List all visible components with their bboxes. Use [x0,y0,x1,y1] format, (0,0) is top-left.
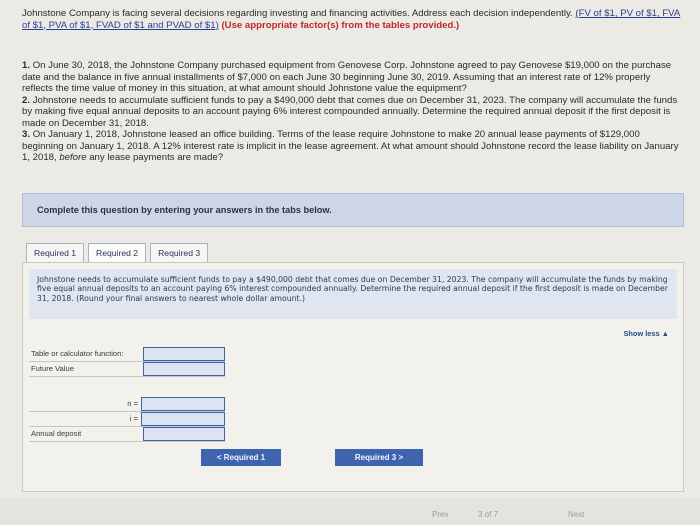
i-input[interactable] [141,412,225,426]
calculation-table [29,347,225,442]
i-label: i = [129,414,138,423]
problem-item-2: 2. Johnstone needs to accumulate sufficient funds to pay a $490,000 debt that comes due on December 31, 2023. The company will accumulate the funds by making five equal annual deposits to an account paying 6% interest compounded annually. Determine the required annual deposit if the first deposit is made on December 31, 2018. [22,94,678,129]
factor-table-links[interactable]: (FV of $1, PV of $1, FVA of $1, PVA of $1, FVAD of $1 and PVAD of $1) [22,8,681,31]
instructions-text: Johnstone Company is facing several decisions regarding investing and financing activities. Address each decision independently. [22,8,576,19]
n-label: n = [127,399,138,408]
instruction-banner: Complete this question by entering your answers in the tabs below. [22,193,684,227]
function-label: Table or calculator function: [31,349,124,358]
problem-item-3: 3. On January 1, 2018, Johnstone leased an office building. Terms of the lease require Johnstone to make 20 annual lease payments of $129,000 beginning on January 1, 2018. A 12% interest rate is implicit in the lease agreement. At what amount should Johnstone record the lease liability on January 1, 2018, before any lease payments are made? [22,129,679,163]
problem-item-1: 1. On June 30, 2018, the Johnstone Company purchased equipment from Genovese Corp. Johnstone agreed to pay Genovese $19,000 on the purchase date and the balance in five annual installments of $7,000 on each June 30 beginning June 30, 2019. Assuming that an interest rate of 12% properly reflects the time value of money in this situation, at what amount should Johnstone value the equipment? [22,60,672,94]
annual-deposit-input[interactable] [143,427,225,441]
question-text: Johnstone needs to accumulate sufficient funds to pay a $490,000 debt that comes due on December 31, 2023. The company will accumulate the funds by making five equal annual deposits to an account paying 6% interest compounded annually. Determine the required annual deposit if the first deposit is made on December 31, 2018. (Round your final answers to nearest whole dollar amount.) [29,269,677,319]
answer-panel [22,262,684,492]
page-indicator: 3 of 7 [478,510,499,519]
tab-required-3[interactable]: Required 3 [150,243,208,264]
prev-page-link[interactable]: Prev [432,510,449,519]
tab-required-2[interactable]: Required 2 [88,243,146,264]
instructions [22,8,682,31]
problem-list [22,60,682,164]
tab-required-1[interactable]: Required 1 [26,243,84,264]
show-less-link[interactable]: Show less ▲ [623,329,669,338]
prev-required-button[interactable]: < Required 1 [201,449,281,466]
page-footer [0,498,700,525]
future-value-label: Future Value [31,364,74,373]
future-value-input[interactable] [143,362,225,376]
function-input[interactable] [143,347,225,361]
tab-bar [26,243,208,264]
annual-deposit-label: Annual deposit [31,429,82,438]
n-input[interactable] [141,397,225,411]
next-required-button[interactable]: Required 3 > [335,449,423,466]
next-page-link[interactable]: Next [568,510,585,519]
instructions-note: (Use appropriate factor(s) from the tables provided.) [218,19,460,31]
